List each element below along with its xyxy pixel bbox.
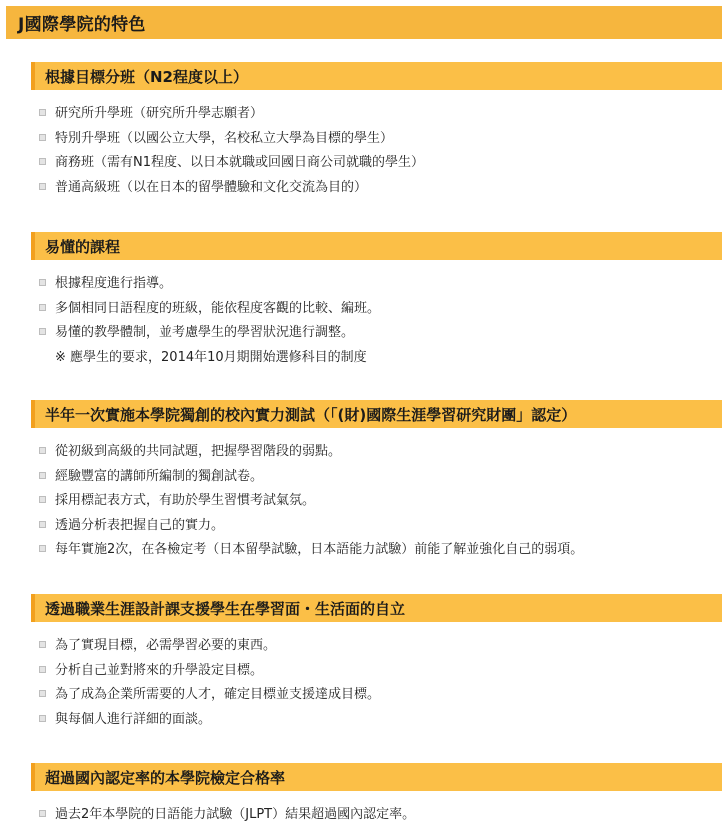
list-item-text: 研究所升學班（研究所升學志願者） [55,106,264,121]
section-title: 超過國內認定率的本學院檢定合格率 [45,768,286,787]
list-item [0,102,722,127]
list-item-text: 採用標記表方式，有助於學生習慣考試氣氛。 [55,493,316,508]
square-bullet-icon [39,641,46,648]
feature-list [0,102,722,200]
square-bullet-icon [39,447,46,454]
section-internal-exam [0,400,722,563]
square-bullet-icon [39,715,46,722]
section-title: 易懂的課程 [45,237,121,256]
list-item-text: 為了實現目標，必需學習必要的東西。 [55,638,277,653]
square-bullet-icon [39,134,46,141]
section-title: 根據目標分班（N2程度以上） [45,67,248,86]
list-item-text: 從初級到高級的共同試題，把握學習階段的弱點。 [55,444,342,459]
list-item [0,659,722,684]
feature-list [0,634,722,732]
section-class-placement [0,62,722,200]
list-item [0,489,722,514]
section-header [31,62,722,90]
page-title: J國際學院的特色 [18,15,146,35]
list-item [0,634,722,659]
list-item-text: 每年實施2次，在各檢定考（日本留學試驗，日本語能力試驗）前能了解並強化自己的弱項。 [55,542,584,557]
square-bullet-icon [39,496,46,503]
section-easy-courses [0,232,722,370]
section-header [31,594,722,622]
list-item [0,297,722,322]
list-item [0,465,722,490]
section-header [31,763,722,791]
square-bullet-icon [39,521,46,528]
square-bullet-icon [39,158,46,165]
list-item-text: 易懂的教學體制，並考慮學生的學習狀況進行調整。 [55,325,355,340]
note-text: ※ 應學生的要求，2014年10月期開始選修科目的制度 [55,349,367,365]
list-item-text: 經驗豐富的講師所編制的獨創試卷。 [55,468,264,484]
square-bullet-icon [39,304,46,311]
list-item [0,683,722,708]
page-header [6,6,722,39]
list-item-text: 普通高級班（以在日本的留學體驗和文化交流為目的） [55,179,368,195]
list-item-text: 商務班（需有N1程度、以日本就職或回國日商公司就職的學生） [55,155,424,170]
list-item [0,538,722,563]
list-item [0,803,722,828]
square-bullet-icon [39,328,46,335]
list-item-text: 特別升學班（以國公立大學，名校私立大學為目標的學生） [55,130,394,146]
list-item [0,272,722,297]
list-item-text: 為了成為企業所需要的人才，確定目標並支援達成目標。 [55,687,381,702]
section-title: 半年一次實施本學院獨創的校內實力測試（「(財)國際生涯學習研究財團」認定） [45,405,577,424]
list-item-text: 多個相同日語程度的班級，能依程度客觀的比較、編班。 [55,300,381,316]
section-header [31,232,722,260]
feature-list [0,803,722,828]
square-bullet-icon [39,690,46,697]
list-item-text: 過去2年本學院的日語能力試驗（JLPT）結果超過國內認定率。 [55,807,416,822]
square-bullet-icon [39,183,46,190]
square-bullet-icon [39,109,46,116]
section-career-design [0,594,722,732]
square-bullet-icon [39,666,46,673]
square-bullet-icon [39,472,46,479]
list-item [0,176,722,201]
list-item [0,127,722,152]
list-item [0,440,722,465]
list-item [0,514,722,539]
feature-list [0,440,722,563]
list-item-text: 根據程度進行指導。 [55,276,173,291]
list-item-text: 與每個人進行詳細的面談。 [55,711,212,727]
section-pass-rate [0,763,722,828]
feature-list [0,272,722,370]
list-item [0,708,722,733]
list-item [0,151,722,176]
list-item-text: 透過分析表把握自己的實力。 [55,517,225,533]
section-title: 透過職業生涯設計課支援學生在學習面・生活面的自立 [45,599,406,618]
square-bullet-icon [39,810,46,817]
square-bullet-icon [39,279,46,286]
square-bullet-icon [39,545,46,552]
list-item-text: 分析自己並對將來的升學設定目標。 [55,662,264,678]
list-note [0,346,722,371]
list-item [0,321,722,346]
section-header [31,400,722,428]
